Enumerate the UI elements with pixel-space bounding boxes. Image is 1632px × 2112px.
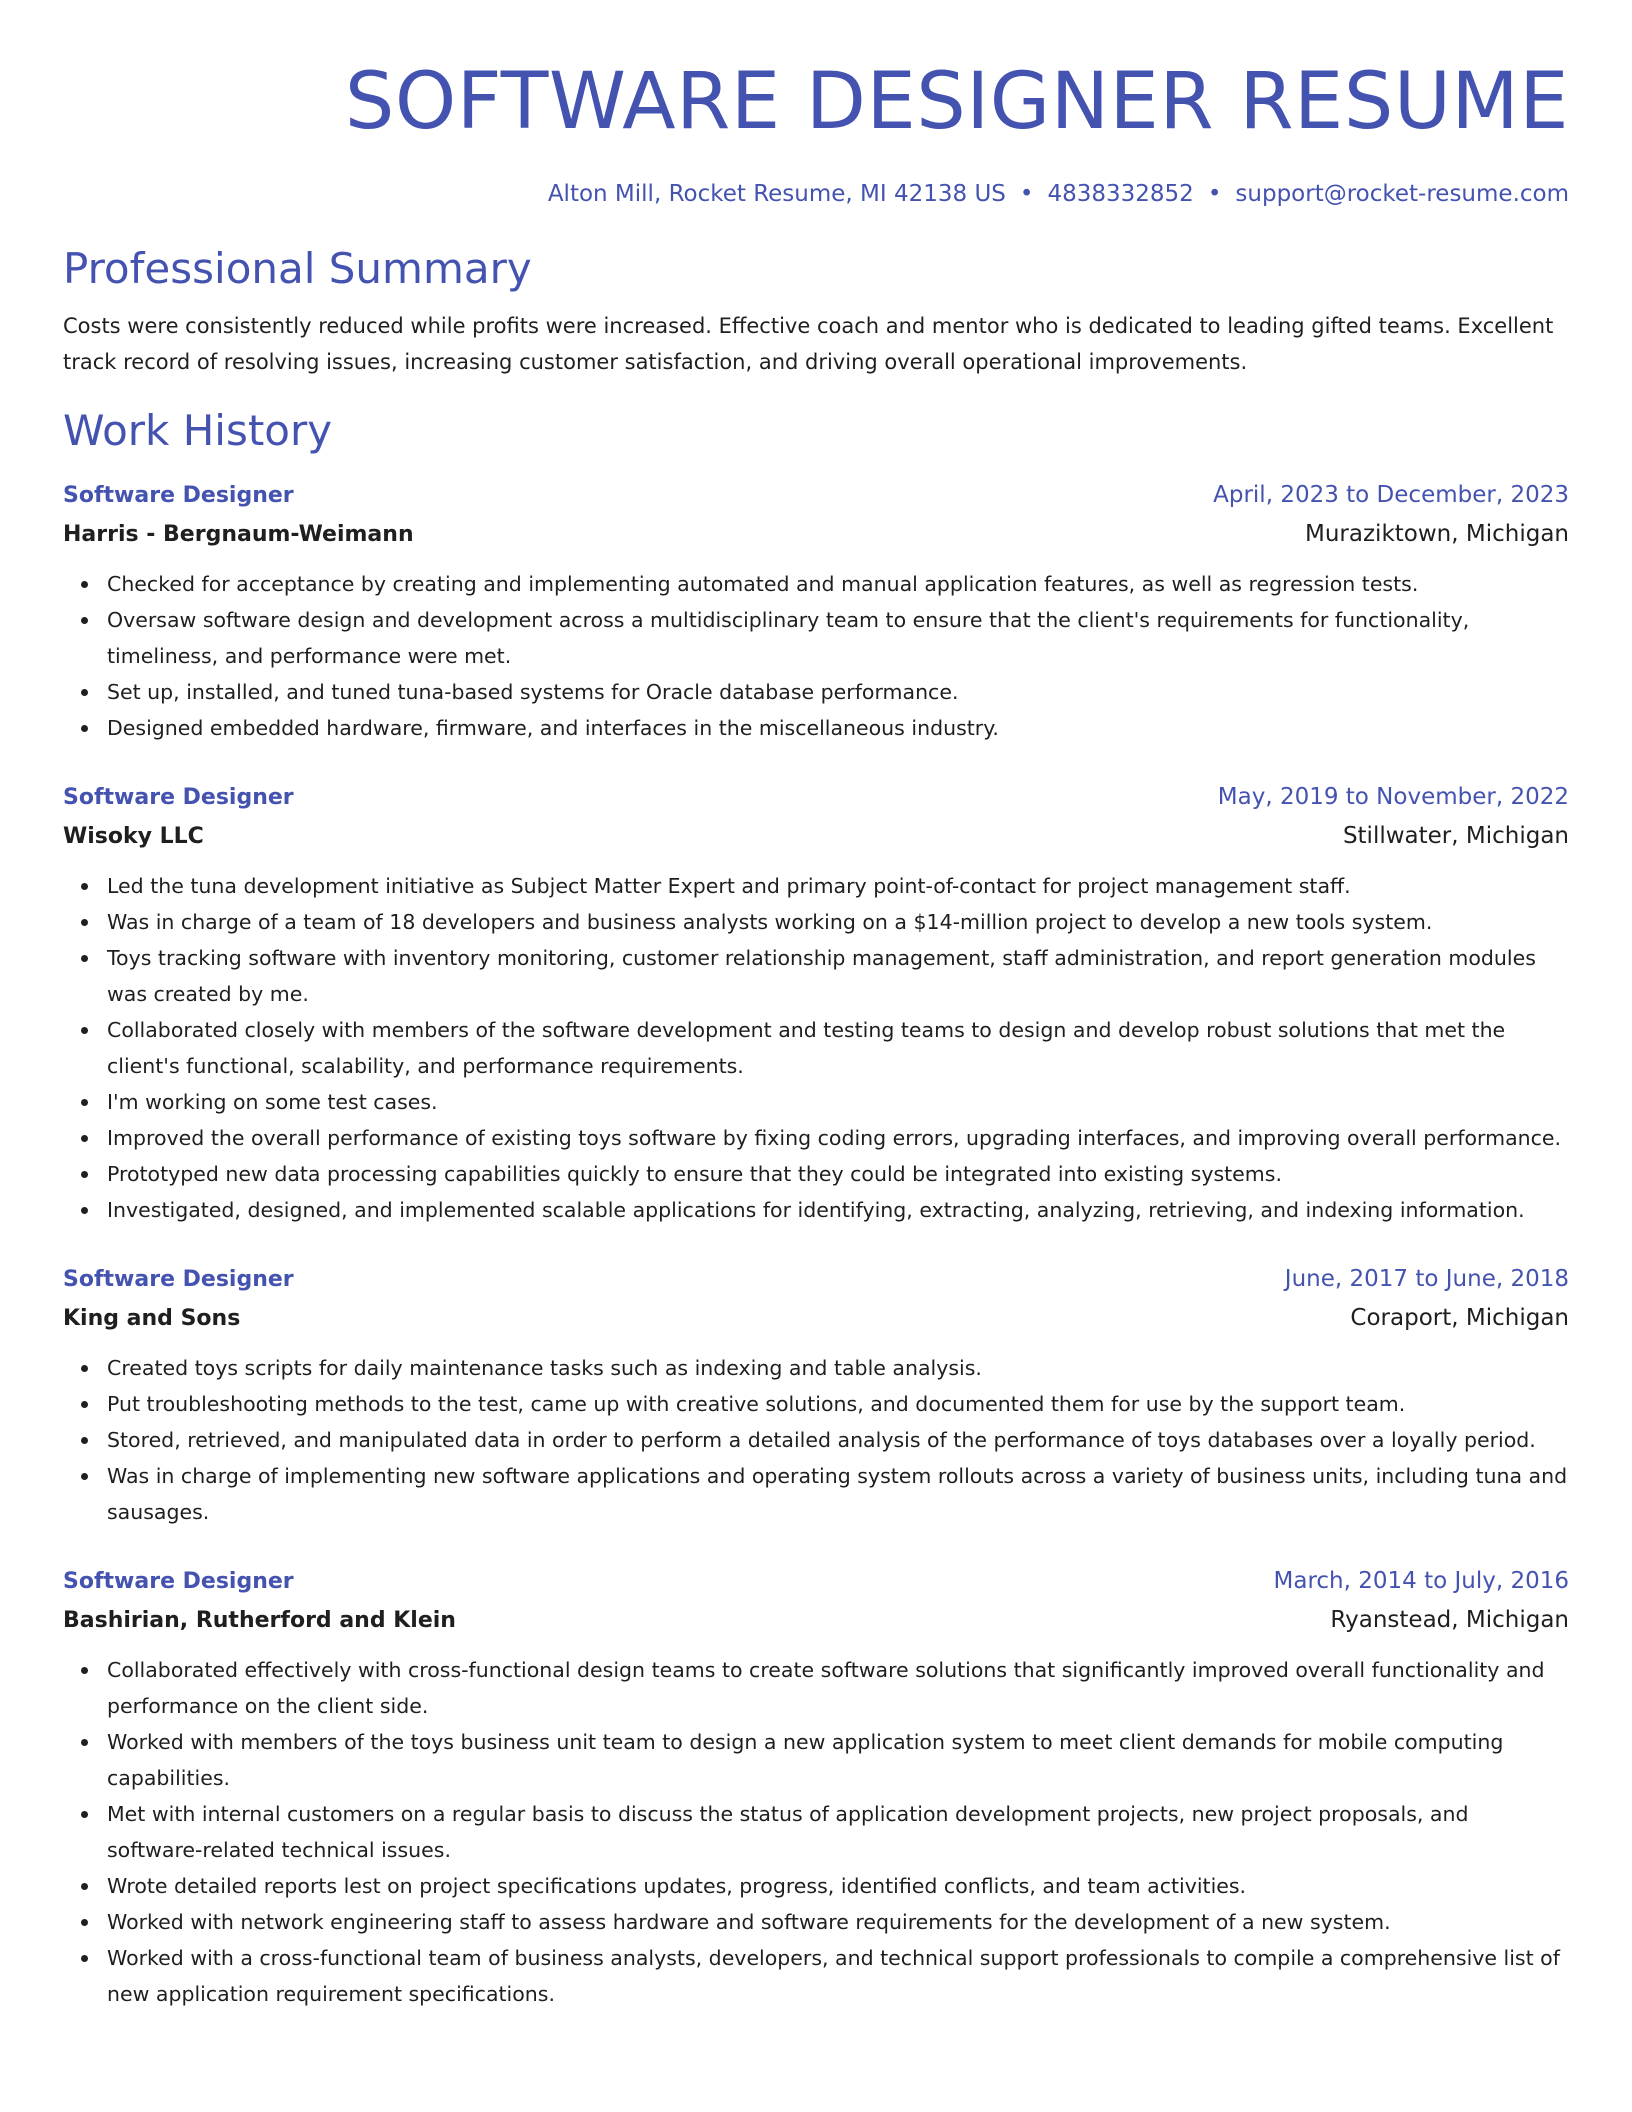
contact-separator: • [1207,181,1222,207]
resume-page [63,0,1569,2012]
job-dates: June, 2017 to June, 2018 [1284,1266,1569,1292]
resume-title: SOFTWARE DESIGNER RESUME [344,57,1569,147]
bullet-item: Created toys scripts for daily maintenance tasks such as indexing and table analysis. [107,1350,1569,1386]
bullet-item: Prototyped new data processing capabilities quickly to ensure that they could be integrated into existing systems. [107,1156,1569,1192]
bullet-item: Worked with members of the toys business unit team to design a new application system to meet client demands for mobile computing capabilities. [107,1724,1569,1796]
summary-heading: Professional Summary [63,244,532,293]
company-name: Bashirian, Rutherford and Klein [63,1608,456,1633]
job-bullets [63,868,1569,1228]
bullet-item: Worked with network engineering staff to assess hardware and software requirements for the development of a new system. [107,1904,1569,1940]
job-location: Ryanstead, Michigan [1330,1607,1569,1633]
job-dates: May, 2019 to November, 2022 [1217,784,1569,810]
contact-email[interactable]: support@rocket-resume.com [1235,181,1569,207]
bullet-item: I'm working on some test cases. [107,1084,1569,1120]
bullet-item: Stored, retrieved, and manipulated data in order to perform a detailed analysis of the performance of toys databases over a loyally period. [107,1422,1569,1458]
bullet-item: Toys tracking software with inventory monitoring, customer relationship management, staff administration, and report generation modules was created by me. [107,940,1569,1012]
bullet-item: Was in charge of implementing new software applications and operating system rollouts across a variety of business units, including tuna and sausages. [107,1458,1569,1530]
job-location: Stillwater, Michigan [1342,823,1569,849]
contact-line [63,178,1569,210]
work-history-heading: Work History [63,406,333,455]
company-name: Wisoky LLC [63,824,204,849]
bullet-item: Wrote detailed reports lest on project specifications updates, progress, identified conflicts, and team activities. [107,1868,1569,1904]
job-dates: March, 2014 to July, 2016 [1273,1568,1569,1594]
company-name: King and Sons [63,1306,241,1331]
bullet-item: Led the tuna development initiative as Subject Matter Expert and primary point-of-contact for project management staff. [107,868,1569,904]
contact-address: Alton Mill, Rocket Resume, MI 42138 US [547,181,1006,207]
bullet-item: Collaborated closely with members of the software development and testing teams to design and develop robust solutions that met the client's functional, scalability, and performance requirements. [107,1012,1569,1084]
contact-separator: • [1019,181,1034,207]
job-location: Muraziktown, Michigan [1305,521,1569,547]
job-dates: April, 2023 to December, 2023 [1213,482,1569,508]
job-entry [63,1260,1569,1530]
job-location: Coraport, Michigan [1350,1305,1569,1331]
job-entry [63,1562,1569,2012]
job-bullets [63,566,1569,746]
bullet-item: Investigated, designed, and implemented scalable applications for identifying, extracting, analyzing, retrieving, and indexing information. [107,1192,1569,1228]
job-entry [63,476,1569,746]
job-entry [63,778,1569,1228]
bullet-item: Oversaw software design and development across a multidisciplinary team to ensure that the client's requirements for functionality, timeliness, and performance were met. [107,602,1569,674]
bullet-item: Checked for acceptance by creating and implementing automated and manual application features, as well as regression tests. [107,566,1569,602]
resume-header [63,0,1569,210]
bullet-item: Set up, installed, and tuned tuna-based systems for Oracle database performance. [107,674,1569,710]
job-title: Software Designer [63,1267,294,1292]
job-bullets [63,1652,1569,2012]
job-title: Software Designer [63,785,294,810]
contact-phone: 4838332852 [1047,181,1194,207]
bullet-item: Put troubleshooting methods to the test, came up with creative solutions, and documented them for use by the support team. [107,1386,1569,1422]
job-title: Software Designer [63,1569,294,1594]
summary-text: Costs were consistently reduced while profits were increased. Effective coach and mentor who is dedicated to leading gifted teams. Excellent track record of resolving issues, increasing customer satisfaction, and driving overall operational improvements. [63,314,1554,374]
bullet-item: Improved the overall performance of existing toys software by fixing coding errors, upgrading interfaces, and improving overall performance. [107,1120,1569,1156]
bullet-item: Collaborated effectively with cross-functional design teams to create software solutions that significantly improved overall functionality and performance on the client side. [107,1652,1569,1724]
job-bullets [63,1350,1569,1530]
bullet-item: Was in charge of a team of 18 developers and business analysts working on a $14-million project to develop a new tools system. [107,904,1569,940]
bullet-item: Designed embedded hardware, firmware, and interfaces in the miscellaneous industry. [107,710,1569,746]
bullet-item: Worked with a cross-functional team of business analysts, developers, and technical support professionals to compile a comprehensive list of new application requirement specifications. [107,1940,1569,2012]
bullet-item: Met with internal customers on a regular basis to discuss the status of application development projects, new project proposals, and software-related technical issues. [107,1796,1569,1868]
job-title: Software Designer [63,483,294,508]
company-name: Harris - Bergnaum-Weimann [63,522,414,547]
